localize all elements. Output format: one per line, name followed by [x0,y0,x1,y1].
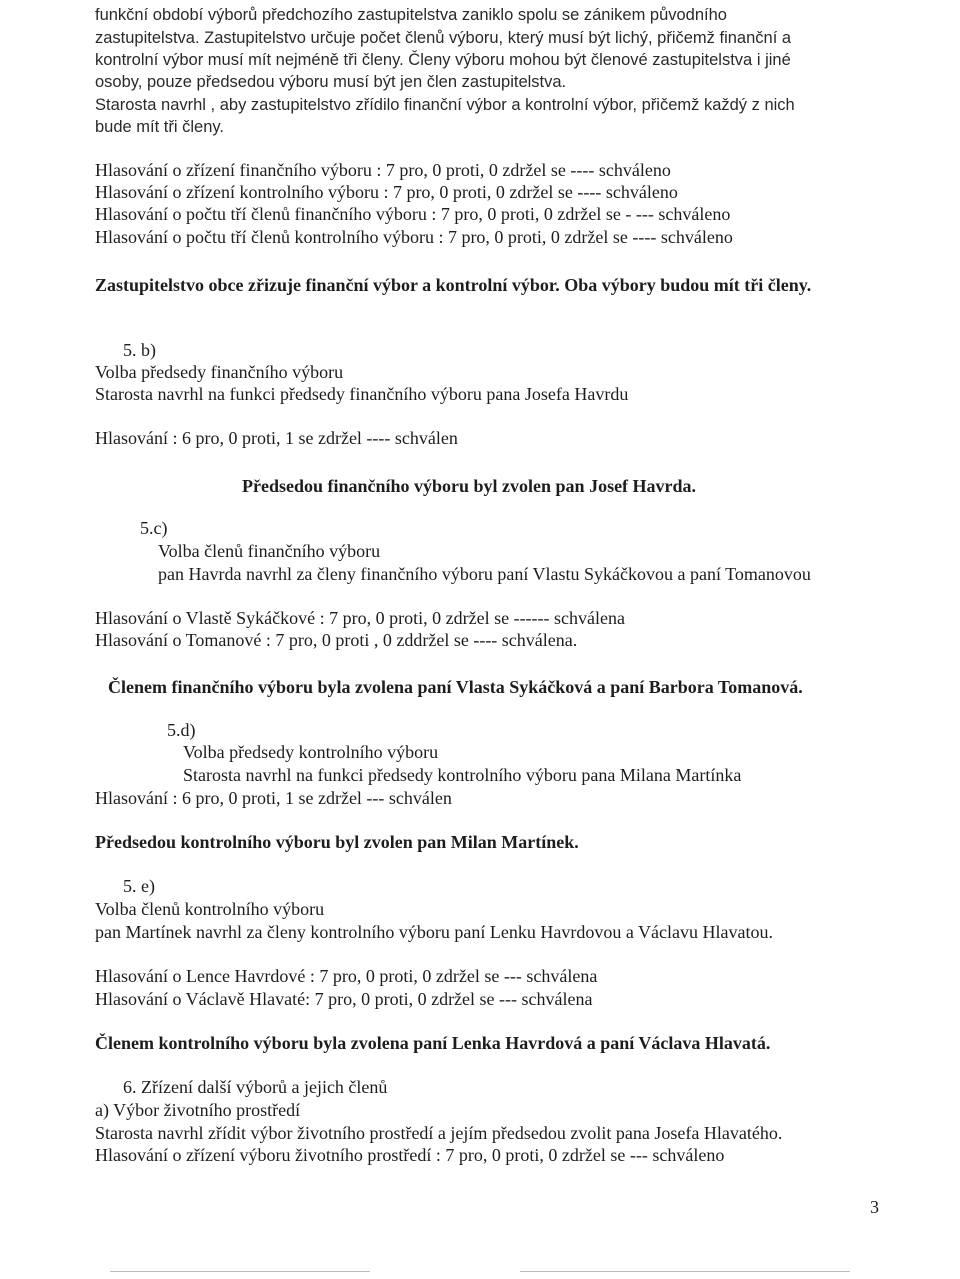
section-5e-proposal: pan Martínek navrhl za členy kontrolního výboru paní Lenku Havrdovou a Václavu Hlavatou. [95,922,773,942]
resolution-committees: Zastupitelstvo obce zřizuje finanční výbor a kontrolní výbor. Oba výbory budou mít tři členy. [95,275,812,295]
section-5c-proposal: pan Havrda navrhl za členy finančního výboru paní Vlastu Sykáčkovou a paní Tomanovou [158,564,811,584]
intro-line-5: Starosta navrhl , aby zastupitelstvo zřídilo finanční výbor a kontrolní výbor, přičemž každý z nich [95,96,795,114]
section-5e-vote-1: Hlasování o Lence Havrdové : 7 pro, 0 proti, 0 zdržel se --- schválena [95,966,598,986]
intro-line-6: bude mít tři členy. [95,118,224,136]
section-5b-heading: 5. b) [123,340,156,360]
page-number: 3 [870,1197,879,1217]
section-5e-vote-2: Hlasování o Václavě Hlavaté: 7 pro, 0 proti, 0 zdržel se --- schválena [95,989,593,1009]
section-5d-result: Předsedou kontrolního výboru byl zvolen pan Milan Martínek. [95,832,579,852]
section-5c-title: Volba členů finančního výboru [158,541,381,561]
section-5b-result: Předsedou finančního výboru byl zvolen pan Josef Havrda. [242,476,697,496]
intro-line-2: zastupitelstva. Zastupitelstvo určuje počet členů výboru, který musí být lichý, přičemž finanční a [95,29,792,47]
intro-line-4: osoby, pouze předsedou výboru musí být jen člen zastupitelstva. [95,73,567,91]
vote-line-4: Hlasování o počtu tří členů kontrolního výboru : 7 pro, 0 proti, 0 zdržel se ---- schváleno [95,227,733,247]
section-5c-vote-2: Hlasování o Tomanové : 7 pro, 0 proti , 0 zddržel se ---- schválena. [95,630,578,650]
section-5b-vote: Hlasování : 6 pro, 0 proti, 1 se zdržel ---- schválen [95,428,458,448]
section-5c-result: Členem finančního výboru byla zvolena paní Vlasta Sykáčková a paní Barbora Tomanová. [108,677,803,697]
section-5c-vote-1: Hlasování o Vlastě Sykáčkové : 7 pro, 0 proti, 0 zdržel se ------ schválena [95,608,625,628]
section-5e-title: Volba členů kontrolního výboru [95,899,325,919]
vote-line-3: Hlasování o počtu tří členů finančního výboru : 7 pro, 0 proti, 0 zdržel se - --- schváleno [95,204,731,224]
section-5d-proposal: Starosta navrhl na funkci předsedy kontrolního výboru pana Milana Martínka [183,765,742,785]
section-6-heading: 6. Zřízení další výborů a jejich členů [123,1077,388,1097]
intro-line-3: kontrolní výbor musí mít nejméně tři členy. Členy výboru mohou být členové zastupitelstva i jiné [95,51,791,69]
intro-line-1: funkční období výborů předchozího zastupitelstva zaniklo spolu se zánikem původního [95,6,727,24]
scan-artifact-line [520,1271,850,1272]
section-5e-result: Členem kontrolního výboru byla zvolena paní Lenka Havrdová a paní Václava Hlavatá. [95,1033,771,1053]
section-6a-proposal: Starosta navrhl zřídit výbor životního prostředí a jejím předsedou zvolit pana Josefa Hlavatého. [95,1123,783,1143]
section-5d-heading: 5.d) [167,720,196,740]
section-5b-title: Volba předsedy finančního výboru [95,362,344,382]
section-5d-title: Volba předsedy kontrolního výboru [183,742,439,762]
section-6a-title: a) Výbor životního prostředí [95,1100,301,1120]
section-6a-vote: Hlasování o zřízení výboru životního prostředí : 7 pro, 0 proti, 0 zdržel se --- schváleno [95,1145,725,1165]
vote-line-2: Hlasování o zřízení kontrolního výboru : 7 pro, 0 proti, 0 zdržel se ---- schváleno [95,182,678,202]
vote-line-1: Hlasování o zřízení finančního výboru : 7 pro, 0 proti, 0 zdržel se ---- schváleno [95,160,671,180]
section-5c-heading: 5.c) [140,518,168,538]
section-5b-proposal: Starosta navrhl na funkci předsedy finančního výboru pana Josefa Havrdu [95,384,629,404]
scan-artifact-line [110,1271,370,1272]
section-5e-heading: 5. e) [123,876,155,896]
section-5d-vote: Hlasování : 6 pro, 0 proti, 1 se zdržel --- schválen [95,788,452,808]
